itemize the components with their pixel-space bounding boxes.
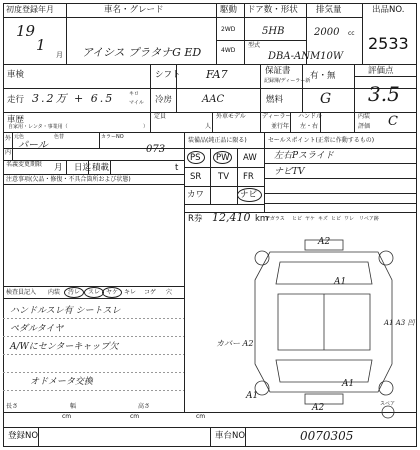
score-label: 評価点 [368, 66, 394, 76]
interior-grade: C [388, 114, 398, 129]
handle-value: 左・右 [300, 123, 319, 130]
ac-value: AAC [202, 94, 225, 105]
shift-value: FA7 [206, 68, 228, 81]
equip-aw: AW [243, 153, 257, 163]
load-unit: t [175, 163, 179, 173]
first-reg-year: 19 [16, 22, 36, 40]
history-sub: 自家用・レンタ・事業用（ [8, 124, 68, 130]
inspector-check-5: コゲ [144, 289, 157, 296]
warranty-value: 有・無 [310, 71, 336, 81]
displacement-value: 2000 [314, 27, 340, 38]
dealer-label: ディーラー [262, 113, 292, 120]
month-unit: 月 [56, 51, 63, 59]
mark-left-door: A1 [246, 391, 259, 401]
color-no-label: カラーNO [101, 134, 124, 140]
first-reg-label: 初度登録年月 [6, 5, 54, 14]
cc-unit: cc [348, 30, 355, 37]
length-unit: cm [62, 413, 72, 420]
mark-right-side-note: A1 A3 凹 [384, 319, 415, 327]
inspector-comment-2: ペダルタイヤ [10, 324, 64, 334]
equip-pw: PW [216, 153, 230, 163]
capacity-unit: 人 [205, 123, 212, 130]
car-name-value: アイシス プラタナG ED [82, 46, 202, 59]
glass-item-6: リペア跡 [359, 216, 379, 222]
sales-point-2: ナビTV [274, 167, 305, 177]
km-unit-top: キロ [129, 91, 140, 97]
mileage-record-label: R券 [188, 214, 203, 224]
original-color-label: 元色 [14, 134, 25, 140]
chassis-label: 車台NO [215, 431, 246, 441]
ac-label: 冷房 [155, 95, 173, 105]
km-unit-bottom: マイル [129, 100, 144, 106]
car-name-label: 車名・グレード [104, 5, 164, 15]
glass-item-3: キズ [318, 216, 328, 222]
equip-tv: TV [218, 172, 230, 182]
mark-bumper-note: カバー A2 [216, 339, 254, 348]
reg-no-label: 登録NO [8, 431, 39, 441]
spare-label: スペア [380, 401, 396, 407]
height-label: 高さ [138, 403, 151, 410]
mileage-record-value: 12,410 [212, 211, 251, 224]
width-unit: cm [130, 413, 140, 420]
dealer-value: 並行 [271, 123, 284, 130]
interior-label: 内装 [358, 113, 371, 120]
sales-point-1: 左右Pスライド [274, 151, 334, 161]
shaken-label: 車検 [7, 70, 25, 80]
mileage-record-unit: km [255, 214, 269, 224]
equip-fr: FR [243, 172, 254, 182]
name-change-month: 月 [54, 163, 63, 173]
first-reg-month: 1 [36, 36, 46, 54]
inspector-check-0: 内装 [48, 289, 61, 296]
equipment-label: 装備品(純正品に限る) [188, 137, 247, 144]
mileage-value: 3.2万 + 6.5 [32, 92, 115, 105]
handle-label: ハンドル [298, 113, 323, 120]
notes-header: 注意事項(欠品・修復・不具合箇所および状態) [6, 176, 131, 183]
inspector-check-3: ヤケ [106, 289, 119, 296]
mark-right-door: A1 [334, 277, 347, 287]
glass-label: Fガラス [267, 216, 285, 222]
capacity-label: 定員 [154, 113, 167, 120]
equip-ps: PS [190, 153, 201, 163]
inspector-check-6: 穴 [166, 289, 173, 296]
fuel-label: 燃料 [266, 95, 284, 105]
inspector-label: 検査員記入 [6, 289, 37, 296]
warranty-label: 保証書 [265, 66, 291, 76]
change-color-label: 色替 [54, 134, 65, 140]
inspector-check-2: スレ [88, 289, 101, 296]
outer-color-value: パール [18, 140, 48, 151]
sales-points-label: セールスポイント(正常に作動するもの) [268, 137, 375, 144]
load-label: 積載 [92, 163, 110, 173]
glass-item-5: ワレ [344, 216, 355, 222]
inner-color-label: 内 [5, 149, 12, 156]
glass-item-2: ヤケ [305, 216, 316, 222]
height-unit: cm [196, 413, 206, 420]
color-no-value: 073 [146, 144, 166, 155]
inspector-comment-3: A/Wにセンターキャップ欠 [10, 342, 119, 352]
history-label: 車歴 [7, 115, 25, 125]
ext-model-unit: 年 [283, 123, 290, 130]
equip-kawa: カワ [187, 190, 205, 200]
inspector-comment-1: ハンドルスレ有 シートスレ [10, 306, 121, 316]
mark-left-rear: A1 [342, 379, 355, 389]
warranty-sub: 記録簿/ディーラー新 [264, 78, 311, 84]
doors-label: ドア数・形状 [247, 5, 298, 15]
score-value: 3.5 [368, 82, 400, 106]
drive-label: 駆動 [220, 5, 238, 15]
ext-model-label: 外車モデル [216, 113, 246, 120]
equip-nav: ナビ [240, 190, 258, 200]
lot-number: 2533 [368, 34, 409, 53]
outer-color-label: 外 [5, 135, 12, 142]
shift-label: シフト [155, 70, 181, 80]
length-label: 長さ [6, 403, 19, 410]
model-label: 型式 [248, 42, 261, 49]
drive-4wd: 4WD [221, 47, 236, 54]
fuel-value: G [320, 91, 332, 107]
drive-2wd: 2WD [221, 26, 236, 33]
mark-front: A2 [318, 237, 331, 247]
interior-label-2: 評価 [358, 123, 371, 130]
inspector-comment-5: オドメータ交換 [30, 377, 93, 387]
displacement-label: 排気量 [316, 5, 342, 15]
chassis-value: 0070305 [300, 429, 354, 443]
mark-rear: A2 [312, 403, 325, 413]
lot-label: 出品NO. [372, 5, 405, 15]
glass-item-4: ヒビ [331, 216, 342, 222]
doors-value: 5HB [262, 26, 285, 37]
name-change-label: 名義変更期限 [6, 161, 43, 168]
history-close: ） [143, 124, 149, 130]
mileage-label: 走行 [7, 95, 25, 105]
inspector-check-4: キレ [124, 289, 136, 296]
name-change-day: 日迄 [74, 163, 92, 173]
equip-sr: SR [190, 172, 202, 182]
inspector-check-1: 汚レ [68, 289, 81, 296]
glass-item-1: ヒビ [292, 216, 303, 222]
width-label: 幅 [70, 403, 77, 410]
model-value: DBA-ANM10W [268, 51, 344, 62]
